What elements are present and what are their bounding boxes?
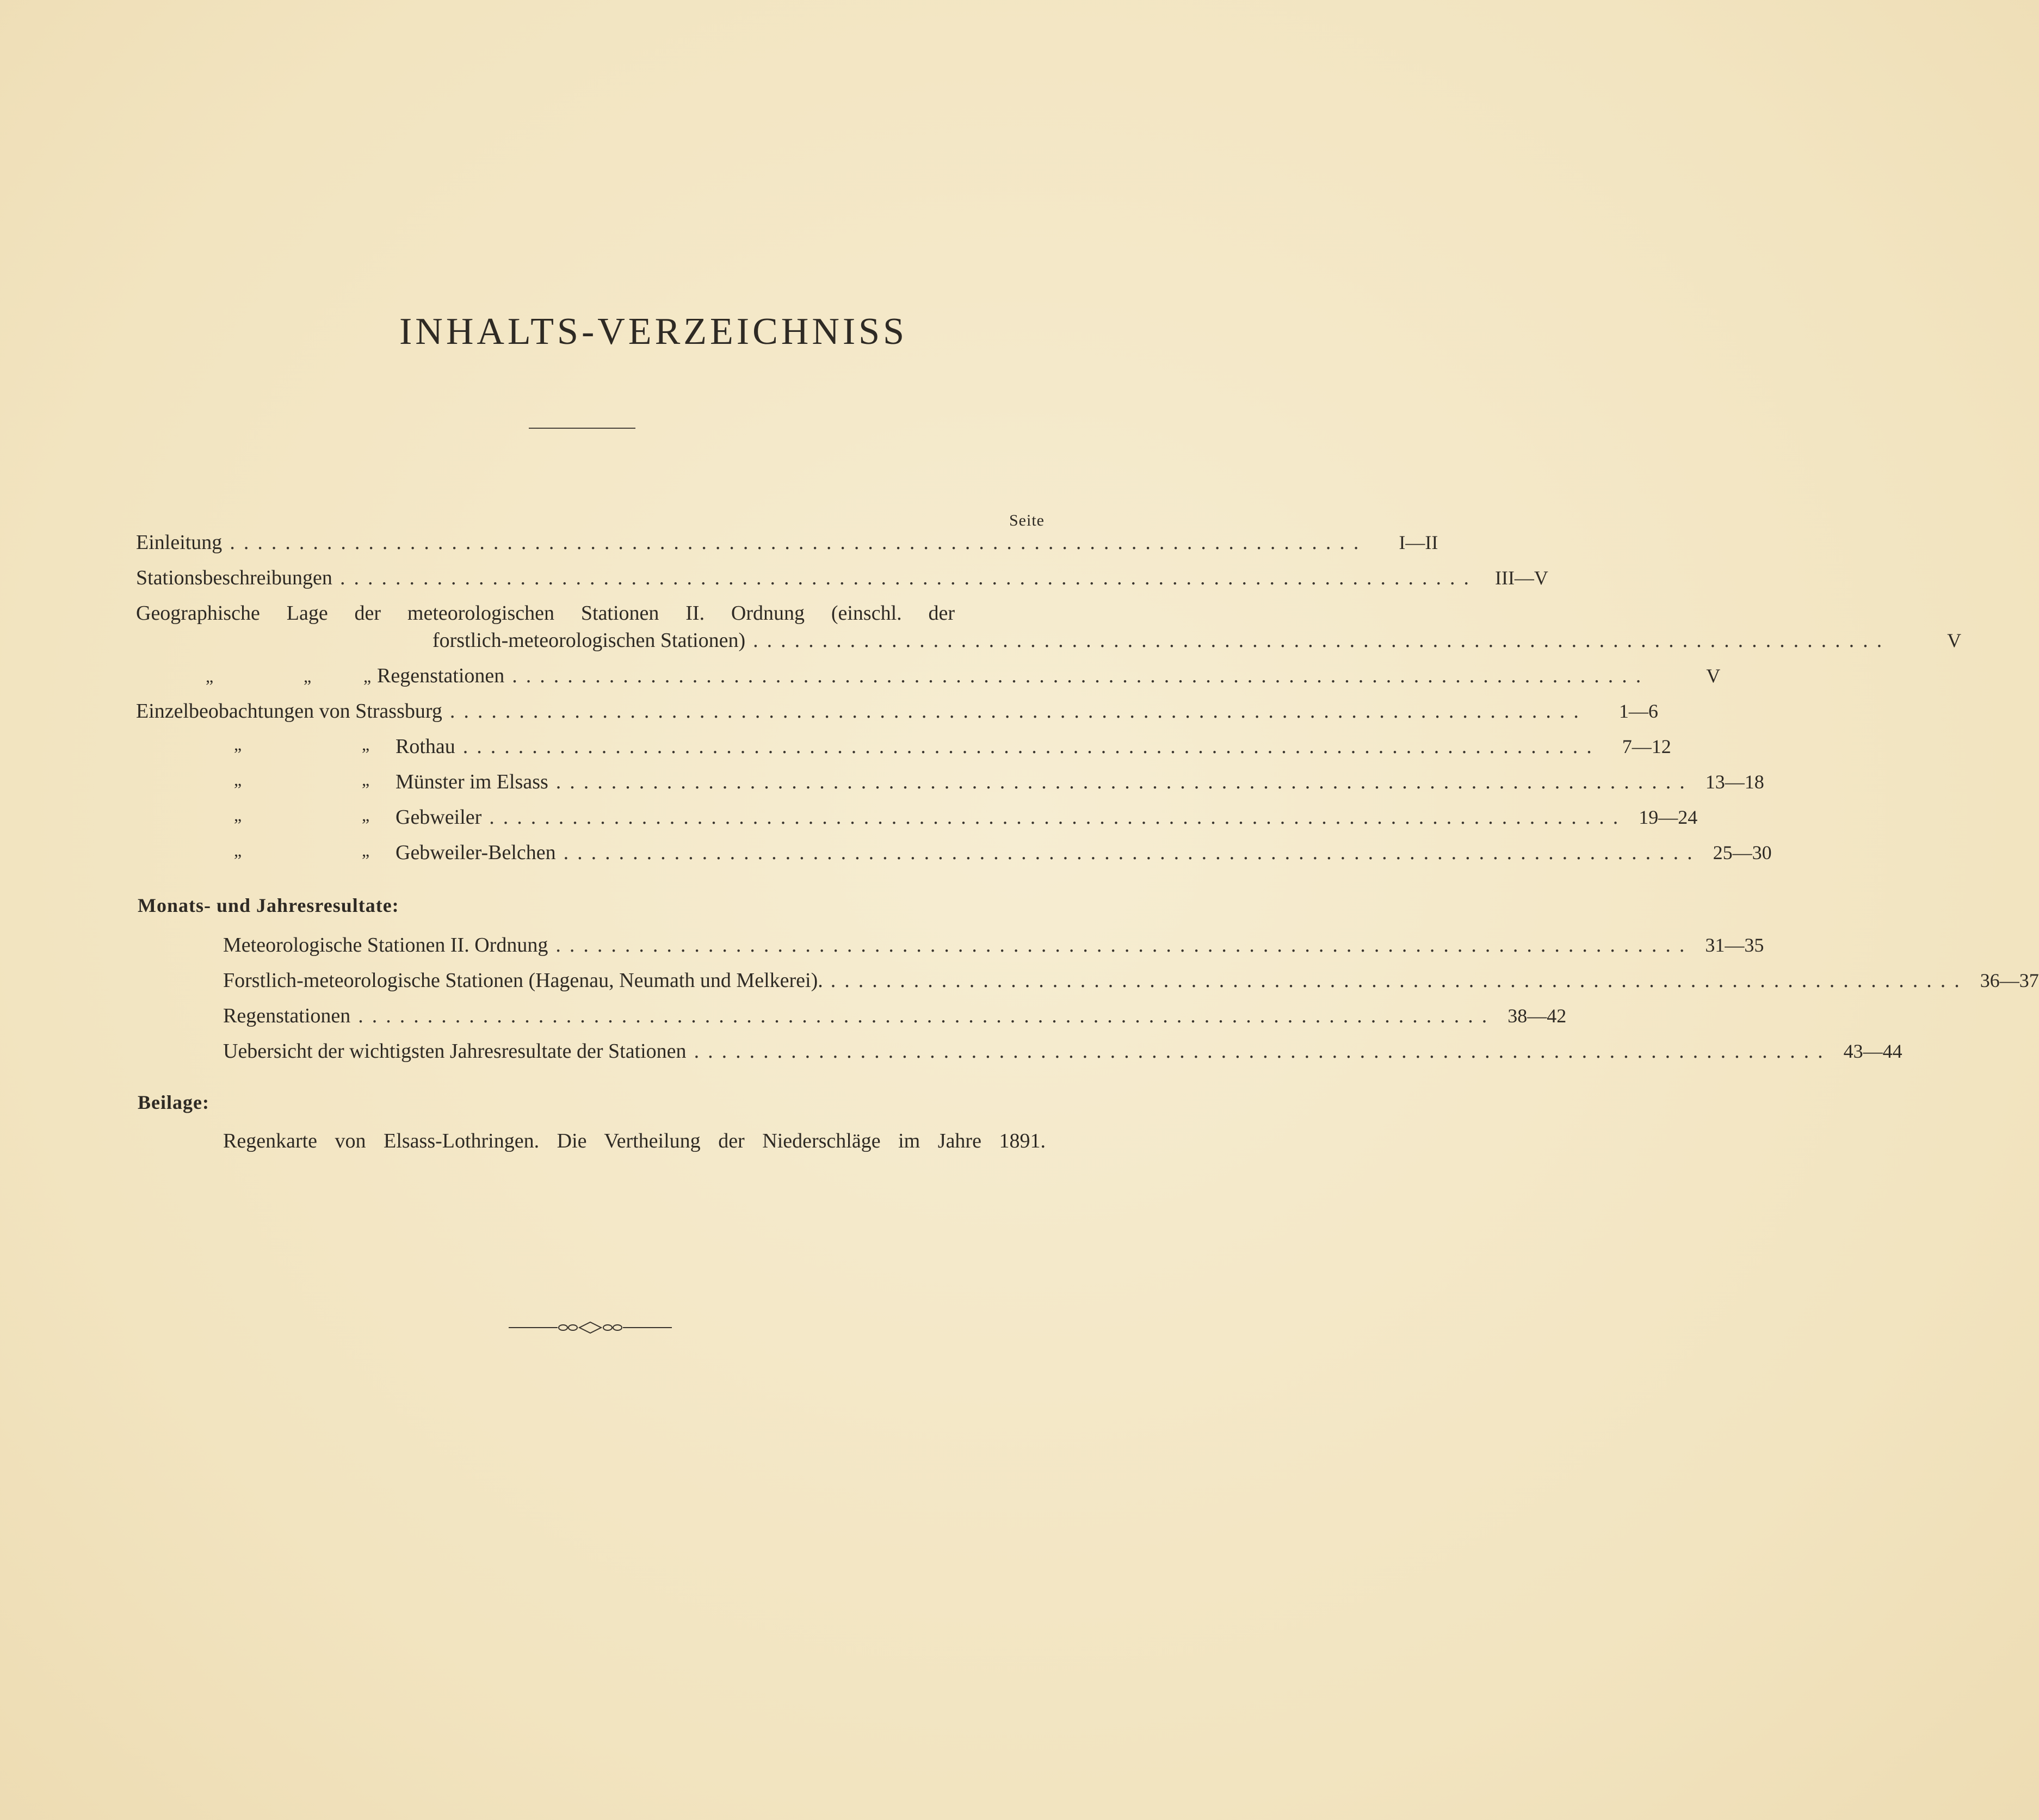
toc-entry-meteorologische: [223, 933, 1764, 959]
toc-entry-strassburg: [136, 699, 1658, 725]
toc-entry-label: Meteorologische Stationen II. Ordnung: [223, 934, 548, 957]
toc-entry-label: Regenstationen: [377, 664, 505, 687]
toc-entry-label: Gebweiler: [396, 806, 482, 829]
leader-dots: ..................................................................................: [339, 566, 1478, 589]
toc-entry-geographische: [432, 628, 1962, 655]
toc-entry-label: Münster im Elsass: [396, 770, 548, 793]
toc-entry-page: 36—37: [1980, 970, 2039, 991]
toc-entry-regenstationen: [377, 664, 1721, 690]
title-rule: [529, 428, 635, 429]
toc-entry-regenstationen-2: [223, 1004, 1567, 1030]
leader-dots: ..................................................................................: [555, 934, 1694, 957]
leader-dots: ..................................................................................: [489, 806, 1627, 829]
ditto-mark: „: [362, 805, 370, 825]
toc-entry-page: 43—44: [1843, 1040, 1902, 1062]
toc-entry-page: V: [1706, 665, 1721, 687]
leader-dots: ..................................................................................: [462, 735, 1601, 758]
toc-entry-page: V: [1947, 630, 1962, 651]
toc-entry-label: Stationsbeschreibungen: [136, 566, 332, 589]
toc-entry-stationsbeschreibungen: [136, 566, 1548, 592]
section-heading-monats: Monats- und Jahresresultate:: [138, 894, 399, 916]
toc-entry-page: 7—12: [1622, 736, 1671, 757]
toc-entry-page: 31—35: [1705, 934, 1764, 956]
toc-entry-page: 25—30: [1713, 842, 1772, 863]
leader-dots: ..................................................................................: [830, 969, 1968, 992]
ditto-mark: „: [234, 770, 242, 789]
page-title: INHALTS-VERZEICHNISS: [399, 311, 908, 353]
leader-dots: ..................................................................................: [563, 841, 1701, 864]
leader-dots: ..................................................................................: [555, 770, 1694, 793]
leader-dots: ..................................................................................: [230, 531, 1368, 554]
toc-entry-rothau: [396, 735, 1671, 761]
toc-entry-geographische-line1: Geographische Lage der meteorologischen Stationen II. Ordnung (einschl. der: [136, 602, 955, 625]
toc-entry-page: 38—42: [1507, 1005, 1567, 1027]
toc-entry-einleitung: [136, 530, 1438, 557]
ditto-mark: „: [234, 841, 242, 860]
ditto-mark: „: [362, 841, 370, 860]
toc-entry-page: III—V: [1494, 567, 1548, 589]
toc-entry-label: Einzelbeobachtungen von Strassburg: [136, 700, 442, 723]
beilage-text: Regenkarte von Elsass-Lothringen. Die Vertheilung der Niederschläge im Jahre 1891.: [223, 1130, 1046, 1152]
leader-dots: ..................................................................................: [694, 1040, 1832, 1063]
toc-entry-page: 19—24: [1639, 806, 1698, 828]
leader-dots: ..................................................................................: [358, 1004, 1496, 1027]
toc-entry-label: Rothau: [396, 735, 455, 758]
ditto-mark: „: [206, 667, 214, 686]
ditto-mark: „: [362, 770, 370, 789]
ditto-mark: „: [234, 735, 242, 754]
ditto-mark: „: [363, 667, 372, 686]
toc-entry-gebweiler: [396, 805, 1698, 831]
ornament-divider: [509, 1317, 672, 1338]
ditto-mark: „: [362, 735, 370, 754]
toc-entry-uebersicht: [223, 1039, 1902, 1065]
toc-entry-page: I—II: [1399, 532, 1438, 553]
ditto-mark: „: [234, 805, 242, 825]
section-heading-beilage: Beilage:: [138, 1091, 209, 1113]
leader-dots: ..................................................................................: [753, 629, 1891, 652]
toc-entry-label: Uebersicht der wichtigsten Jahresresultate der Stationen: [223, 1040, 687, 1063]
leader-dots: ..................................................................................: [449, 700, 1587, 723]
leader-dots: ..................................................................................: [512, 664, 1650, 687]
toc-entry-page: 1—6: [1618, 700, 1658, 722]
ditto-mark: „: [304, 667, 312, 686]
toc-entry-page: 13—18: [1705, 771, 1764, 793]
toc-entry-label: Gebweiler-Belchen: [396, 841, 556, 864]
toc-entry-gebweiler-belchen: [396, 841, 1772, 867]
toc-entry-label: Forstlich-meteorologische Stationen (Hagenau, Neumath und Melkerei).: [223, 969, 823, 992]
toc-entry-label: forstlich-meteorologischen Stationen): [432, 629, 746, 652]
toc-entry-label: Regenstationen: [223, 1004, 351, 1027]
toc-entry-muenster: [396, 770, 1764, 796]
toc-entry-forstlich: [223, 968, 2039, 995]
toc-entry-label: Einleitung: [136, 531, 223, 554]
seite-label: Seite: [1009, 511, 1045, 529]
